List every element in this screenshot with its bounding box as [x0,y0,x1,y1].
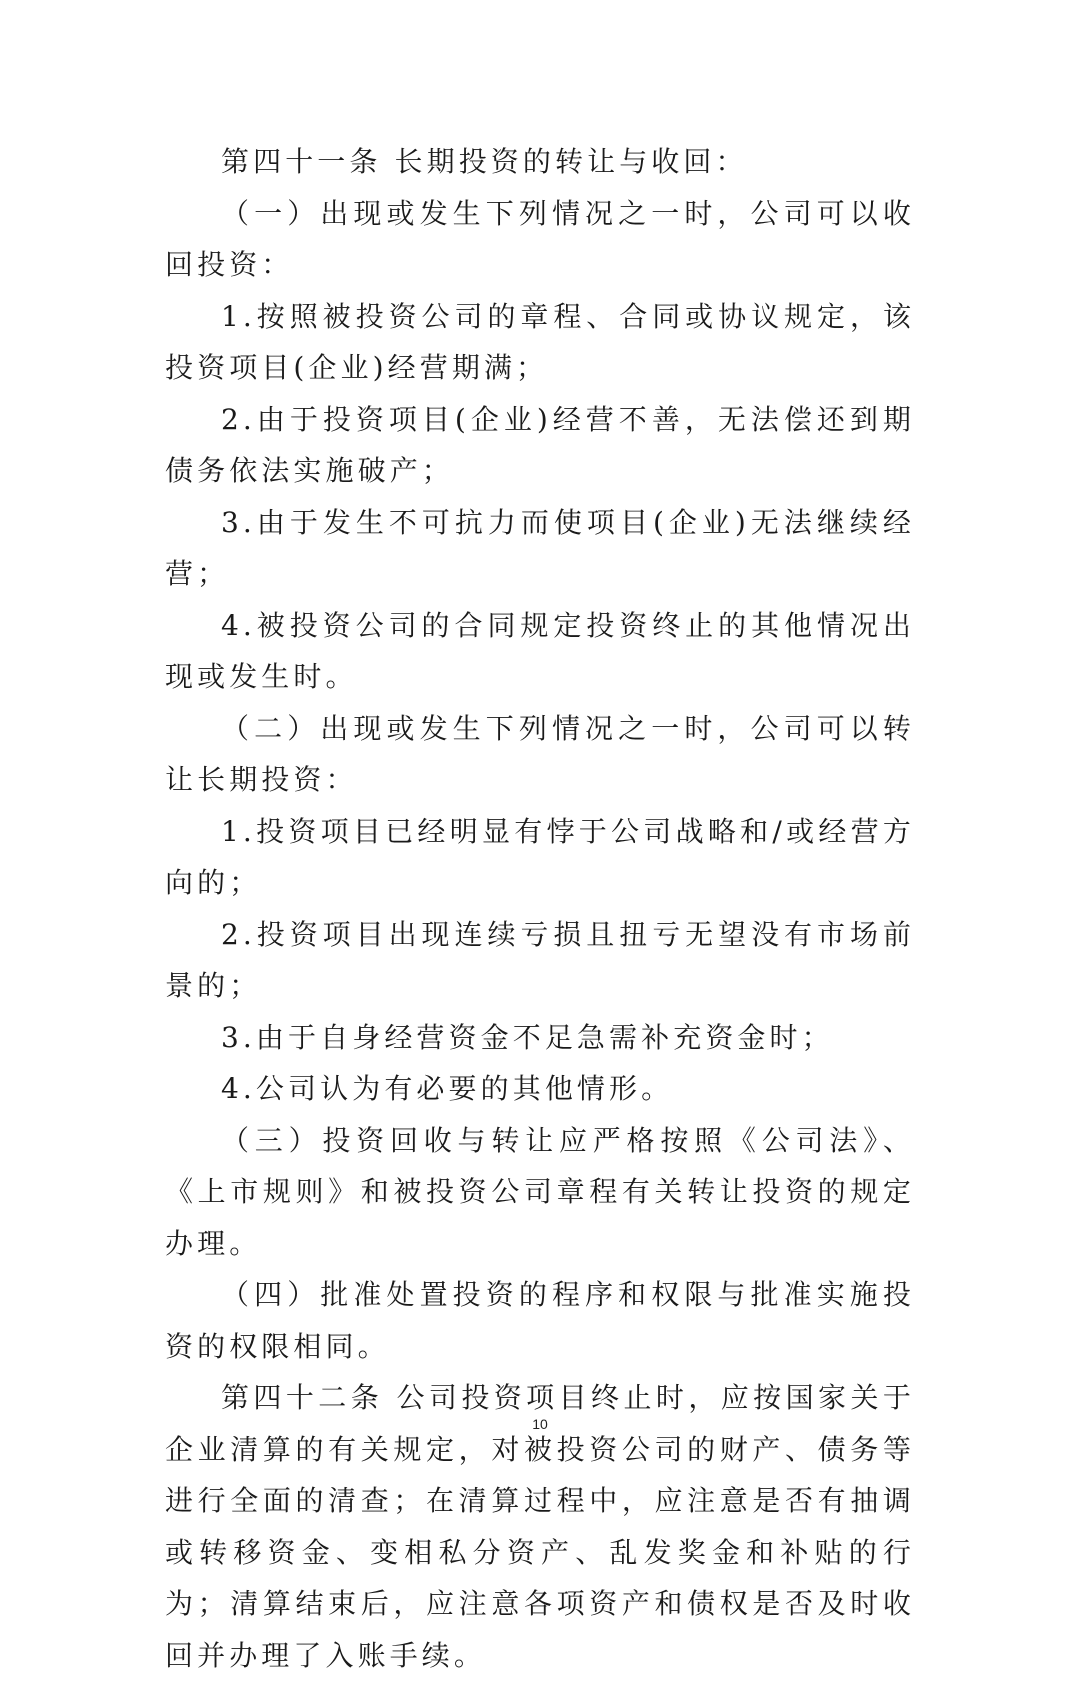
clause-1-item-3: 3.由于发生不可抗力而使项目(企业)无法继续经营； [165,505,915,590]
clause-2-item-3: 3.由于自身经营资金不足急需补充资金时； [221,1020,834,1054]
page-number: 10 [532,1416,548,1432]
clause-2-item-1: 1.投资项目已经明显有悖于公司战略和/或经营方向的； [165,814,915,899]
clause-1-item-1: 1.按照被投资公司的章程、合同或协议规定，该投资项目(企业)经营期满； [165,299,915,384]
clause-3: （三）投资回收与转让应严格按照《公司法》、《上市规则》和被投资公司章程有关转让投资的规定办理。 [165,1123,915,1260]
clause-1-item-2: 2.由于投资项目(企业)经营不善，无法偿还到期债务依法实施破产； [165,402,915,487]
document-body [165,136,915,1681]
article-42: 第四十二条 公司投资项目终止时，应按国家关于企业清算的有关规定，对被投资公司的财产、债务等进行全面的清查；在清算过程中，应注意是否有抽调或转移资金、变相私分资产、乱发奖金和补贴的行为；清算结束后，应注意各项资产和债权是否及时收回并办理了入账手续。 [165,1381,915,1672]
clause-2-item-2: 2.投资项目出现连续亏损且扭亏无望没有市场前景的； [165,917,915,1002]
clause-2-heading: （二）出现或发生下列情况之一时，公司可以转让长期投资： [165,711,915,796]
clause-2-item-4: 4.公司认为有必要的其他情形。 [221,1072,674,1105]
clause-1-item-4: 4.被投资公司的合同规定投资终止的其他情况出现或发生时。 [165,608,915,693]
article-41-heading: 第四十一条 长期投资的转让与收回： [221,145,748,178]
clause-4: （四）批准处置投资的程序和权限与批准实施投资的权限相同。 [165,1278,915,1363]
clause-1-heading: （一）出现或发生下列情况之一时，公司可以收回投资： [165,196,915,281]
